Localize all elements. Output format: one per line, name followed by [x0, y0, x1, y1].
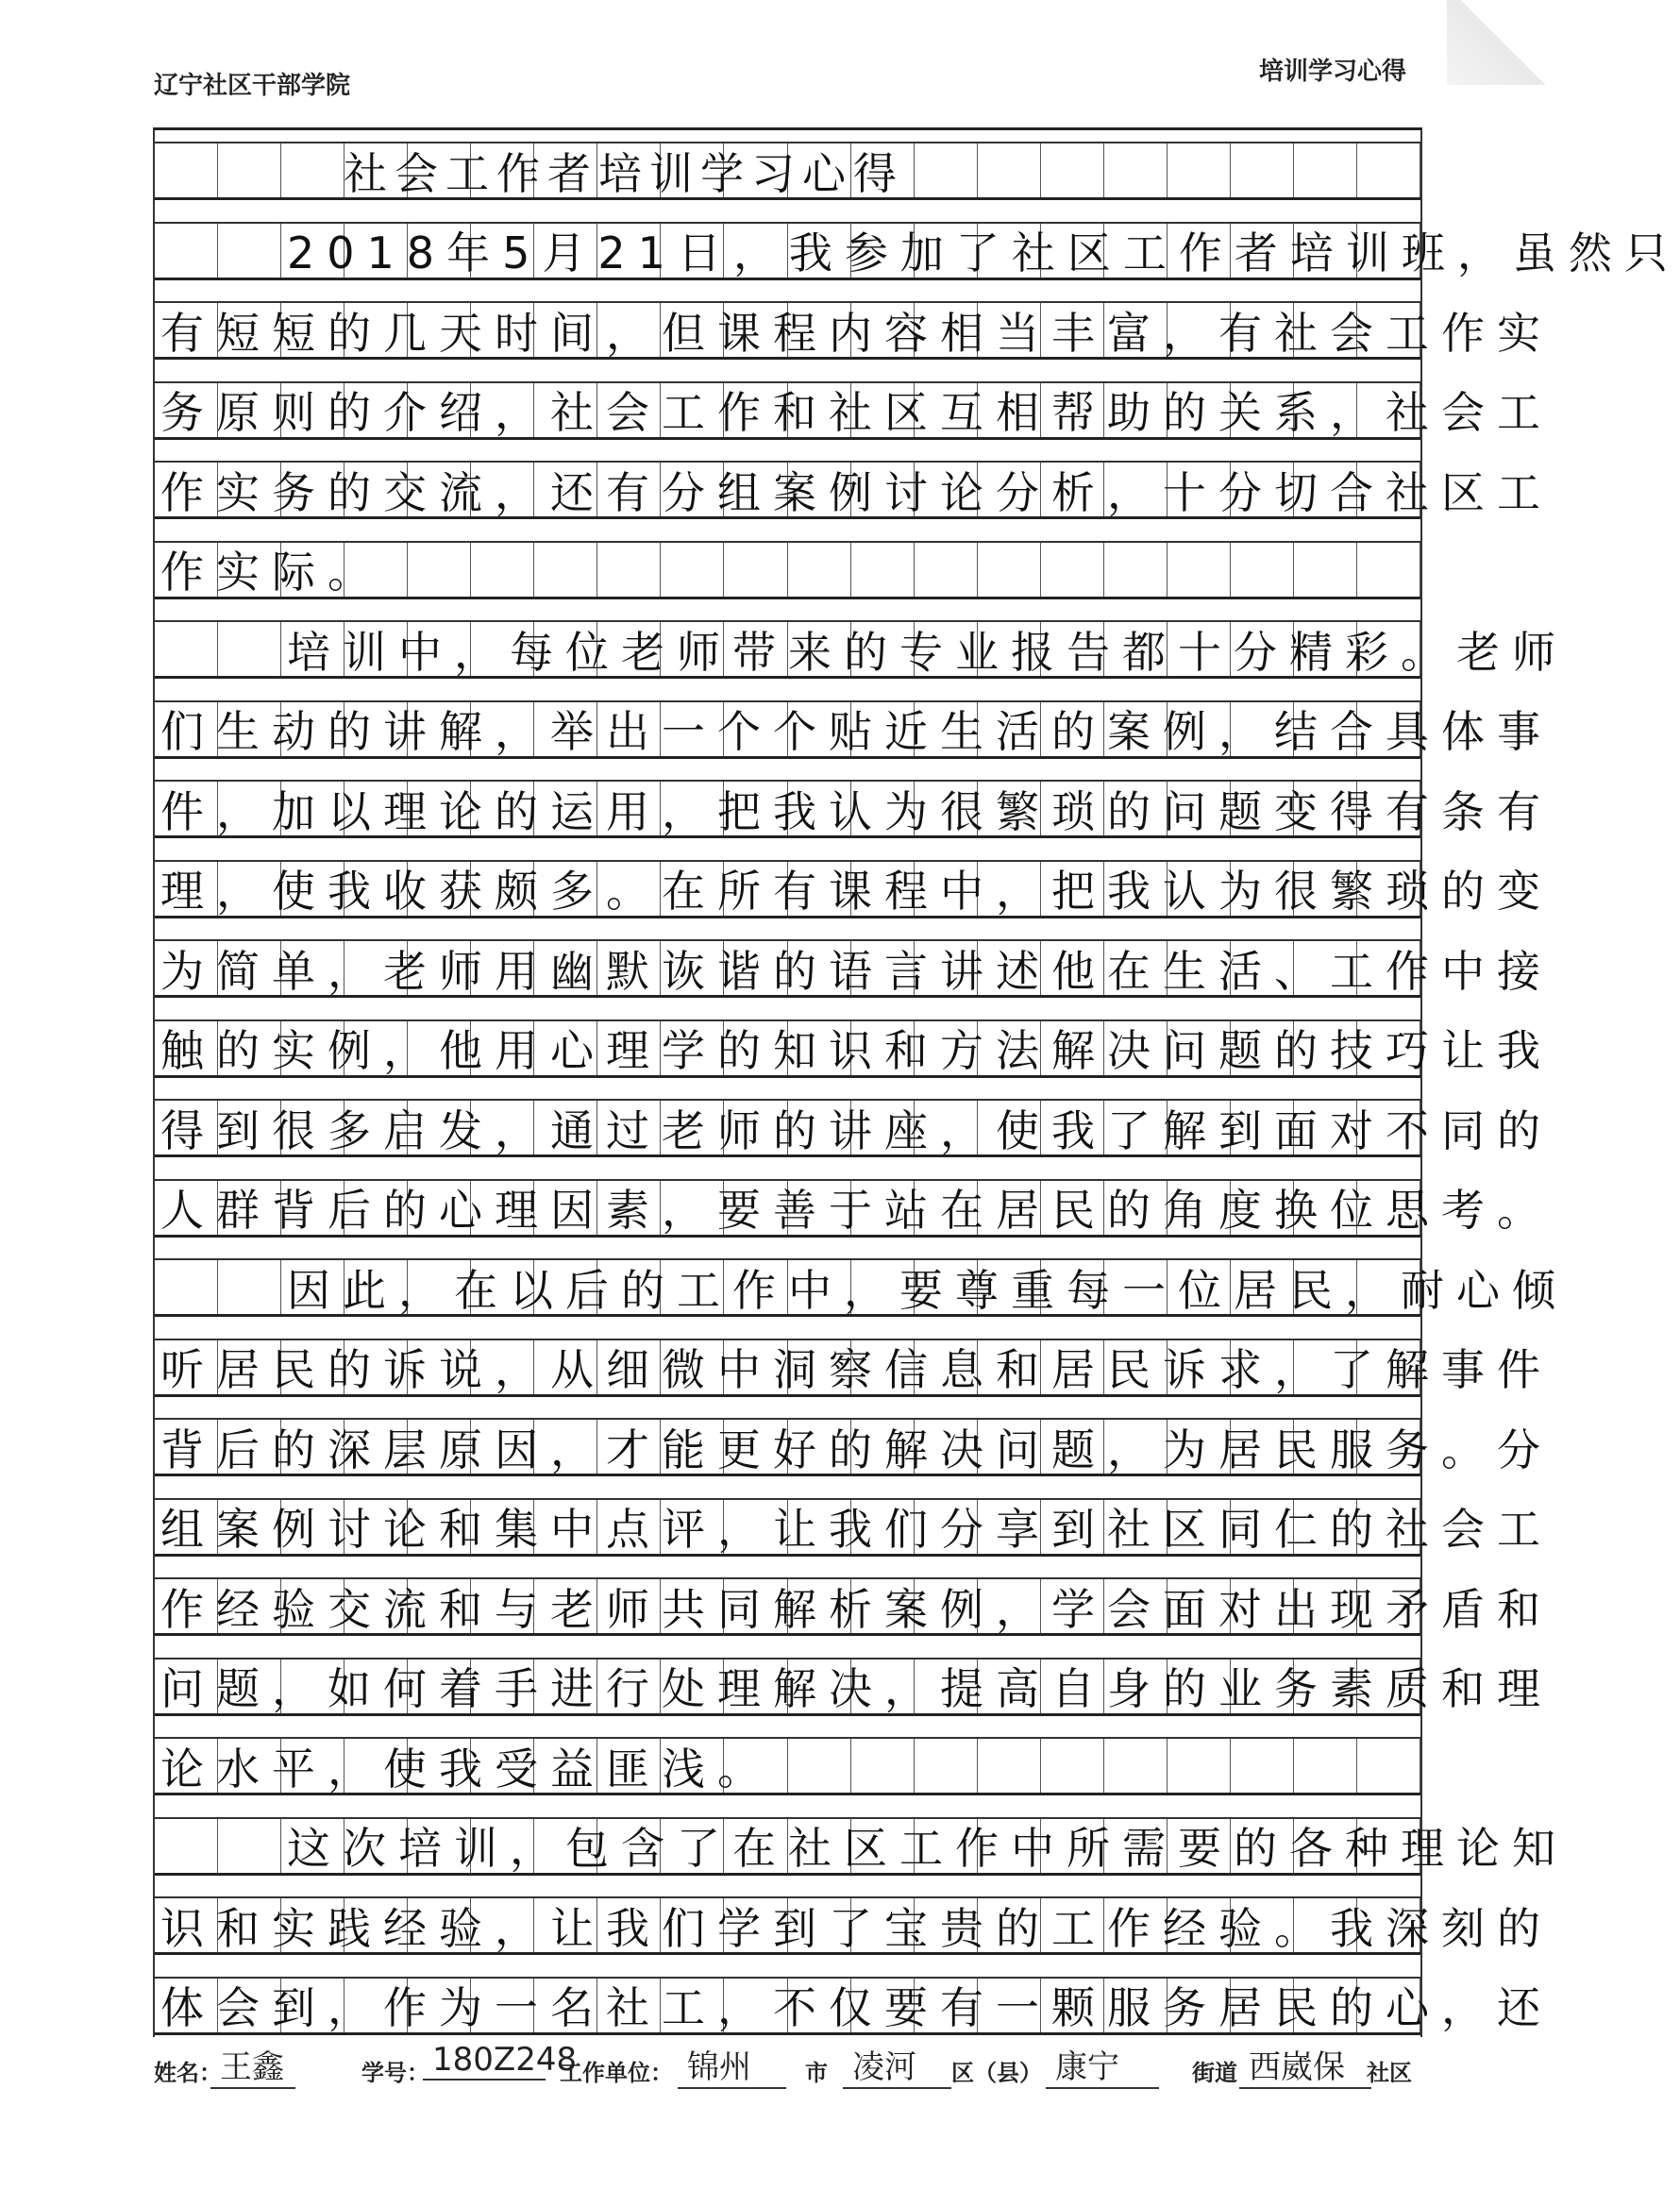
essay-line: 2018年5月21日，我参加了社区工作者培训班，虽然只: [287, 227, 1680, 278]
text-row: [155, 860, 1553, 918]
text-row: [155, 1498, 1553, 1557]
page-corner-fold: [1447, 0, 1560, 85]
community-value: 西崴保: [1239, 2041, 1371, 2089]
essay-line: 因此，在以后的工作中，要尊重每一位居民，耐心倾: [287, 1264, 1568, 1316]
district-label: 区（县）: [951, 2059, 1042, 2086]
essay-line: 理，使我收获颇多。在所有课程中，把我认为很繁琐的变: [160, 866, 1553, 917]
text-row: [155, 461, 1553, 519]
essay-line: 这次培训，包含了在社区工作中所需要的各种理论知: [287, 1823, 1568, 1874]
document-type-header: 培训学习心得: [1258, 58, 1406, 86]
text-row: [155, 381, 1553, 440]
text-row: [155, 1019, 1553, 1078]
text-row: [155, 1099, 1553, 1157]
text-row: [155, 1817, 1568, 1876]
essay-line: 触的实例，他用心理学的知识和方法解决问题的技巧让我: [160, 1025, 1553, 1076]
text-row: [155, 1896, 1553, 1955]
essay-line: 论水平，使我受益匪浅。: [160, 1743, 773, 1794]
essay-line: 背后的深层原因，才能更好的解决问题，为居民服务。分: [160, 1424, 1553, 1475]
title-row: [155, 142, 1420, 200]
work-unit-label: 工作单位：: [560, 2059, 673, 2086]
text-row: [155, 1658, 1553, 1716]
city-label: 市: [805, 2059, 828, 2086]
name-label: 姓名：: [154, 2059, 222, 2086]
text-row: [155, 1418, 1553, 1476]
text-row: [155, 541, 1420, 599]
essay-title: 社会工作者培训学习心得: [344, 147, 904, 199]
text-row: [155, 939, 1553, 998]
text-row: [155, 222, 1680, 280]
student-id-value: 180Z248: [423, 2041, 546, 2081]
city-value: 锦州: [678, 2041, 786, 2089]
essay-line: 培训中，每位老师带来的专业报告都十分精彩。老师: [287, 626, 1568, 678]
street-label: 街道: [1192, 2059, 1237, 2086]
essay-line: 作实务的交流，还有分组案例讨论分析，十分切合社区工: [160, 466, 1553, 518]
essay-line: 为简单，老师用幽默诙谐的语言讲述他在生活、工作中接: [160, 945, 1553, 997]
text-row: [155, 1977, 1553, 2035]
essay-line: 人群背后的心理因素，要善于站在居民的角度换位思考。: [160, 1185, 1553, 1236]
institution-header: 辽宁社区干部学院: [154, 72, 351, 100]
district-value: 凌河: [843, 2041, 951, 2089]
street-value: 康宁: [1046, 2041, 1159, 2089]
student-id-label: 学号：: [361, 2059, 429, 2086]
essay-line: 作经验交流和与老师共同解析案例，学会面对出现矛盾和: [160, 1583, 1553, 1635]
text-row: [155, 1577, 1553, 1636]
text-row: [155, 1737, 1420, 1795]
text-row: [155, 1339, 1553, 1397]
essay-line: 件，加以理论的运用，把我认为很繁琐的问题变得有条有: [160, 785, 1553, 837]
essay-line: 作实际。: [160, 547, 383, 598]
community-label: 社区: [1367, 2059, 1412, 2086]
text-row: [155, 1179, 1553, 1238]
essay-line: 组案例讨论和集中点评，让我们分享到社区同仁的社会工: [160, 1504, 1553, 1555]
text-row: [155, 700, 1553, 759]
text-row: [155, 301, 1553, 360]
essay-line: 得到很多启发，通过老师的讲座，使我了解到面对不同的: [160, 1104, 1553, 1156]
essay-line: 有短短的几天时间，但课程内容相当丰富，有社会工作实: [160, 307, 1553, 359]
essay-line: 听居民的诉说，从细微中洞察信息和居民诉求，了解事件: [160, 1344, 1553, 1395]
essay-line: 识和实践经验，让我们学到了宝贵的工作经验。我深刻的: [160, 1902, 1553, 1954]
essay-line: 们生动的讲解，举出一个个贴近生活的案例，结合具体事: [160, 706, 1553, 757]
text-row: [155, 620, 1568, 679]
name-value: 王鑫: [210, 2041, 295, 2089]
writing-grid: [153, 127, 1680, 2037]
text-row: [155, 1258, 1568, 1317]
essay-line: 体会到，作为一名社工，不仅要有一颗服务居民的心，还: [160, 1982, 1553, 2033]
essay-line: 问题，如何着手进行处理解决，提高自身的业务素质和理: [160, 1663, 1553, 1714]
text-row: [155, 780, 1553, 838]
essay-line: 务原则的介绍，社会工作和社区互相帮助的关系，社会工: [160, 387, 1553, 438]
